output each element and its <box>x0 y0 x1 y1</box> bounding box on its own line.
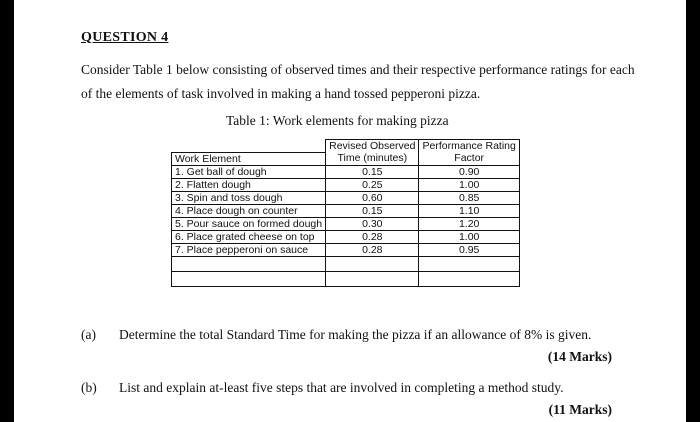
row-time: 0.15 <box>326 165 419 178</box>
table-row <box>172 178 520 191</box>
empty-cell <box>172 256 326 271</box>
header-time-line2: Time (minutes) <box>326 152 419 165</box>
table-header-row-2 <box>172 152 520 165</box>
row-rating: 0.95 <box>419 243 519 256</box>
row-rating: 1.00 <box>419 230 519 243</box>
part-a-label: (a) <box>81 327 96 342</box>
part-b-text: List and explain at-least five steps that are involved in completing a method study. <box>119 380 564 395</box>
row-element: 3. Spin and toss dough <box>172 191 326 204</box>
table-row <box>172 243 520 256</box>
row-time: 0.30 <box>326 217 419 230</box>
part-a-marks: (14 Marks) <box>547 349 612 364</box>
row-time: 0.25 <box>326 178 419 191</box>
row-rating: 1.10 <box>419 204 519 217</box>
table-empty-row <box>172 256 520 271</box>
table-header-row-1 <box>172 140 520 153</box>
empty-cell <box>326 256 419 271</box>
work-elements-table <box>171 139 520 287</box>
table-row <box>172 217 520 230</box>
exam-page <box>14 0 686 422</box>
row-time: 0.60 <box>326 191 419 204</box>
table-empty-row <box>172 271 520 286</box>
row-element: 4. Place dough on counter <box>172 204 326 217</box>
table-row <box>172 191 520 204</box>
row-time: 0.15 <box>326 204 419 217</box>
row-element: 2. Flatten dough <box>172 178 326 191</box>
row-element: 5. Pour sauce on formed dough <box>172 217 326 230</box>
row-rating: 0.85 <box>419 191 519 204</box>
table-row <box>172 204 520 217</box>
row-time: 0.28 <box>326 230 419 243</box>
header-time-line1: Revised Observed <box>326 140 419 153</box>
table-row <box>172 230 520 243</box>
empty-cell <box>419 256 519 271</box>
part-b-label: (b) <box>81 380 97 395</box>
row-rating: 0.90 <box>419 165 519 178</box>
header-work-element: Work Element <box>172 152 326 165</box>
header-rating-line2: Factor <box>419 152 519 165</box>
part-b-marks: (11 Marks) <box>548 402 612 417</box>
question-title: QUESTION 4 <box>81 30 169 45</box>
row-rating: 1.20 <box>419 217 519 230</box>
row-rating: 1.00 <box>419 178 519 191</box>
header-rating-line1: Performance Rating <box>419 140 519 153</box>
empty-cell <box>419 271 519 286</box>
row-element: 6. Place grated cheese on top <box>172 230 326 243</box>
table-caption: Table 1: Work elements for making pizza <box>226 113 449 128</box>
row-element: 7. Place pepperoni on sauce <box>172 243 326 256</box>
row-time: 0.28 <box>326 243 419 256</box>
table-row <box>172 165 520 178</box>
empty-cell <box>326 271 419 286</box>
header-blank-cell <box>172 140 326 153</box>
empty-cell <box>172 271 326 286</box>
part-a-text: Determine the total Standard Time for making the pizza if an allowance of 8% is given. <box>119 327 592 342</box>
row-element: 1. Get ball of dough <box>172 165 326 178</box>
question-intro: Consider Table 1 below consisting of observed times and their respective performance ratings for each of the elements of task involved in making a hand tossed pepperoni pizza. <box>81 62 635 101</box>
